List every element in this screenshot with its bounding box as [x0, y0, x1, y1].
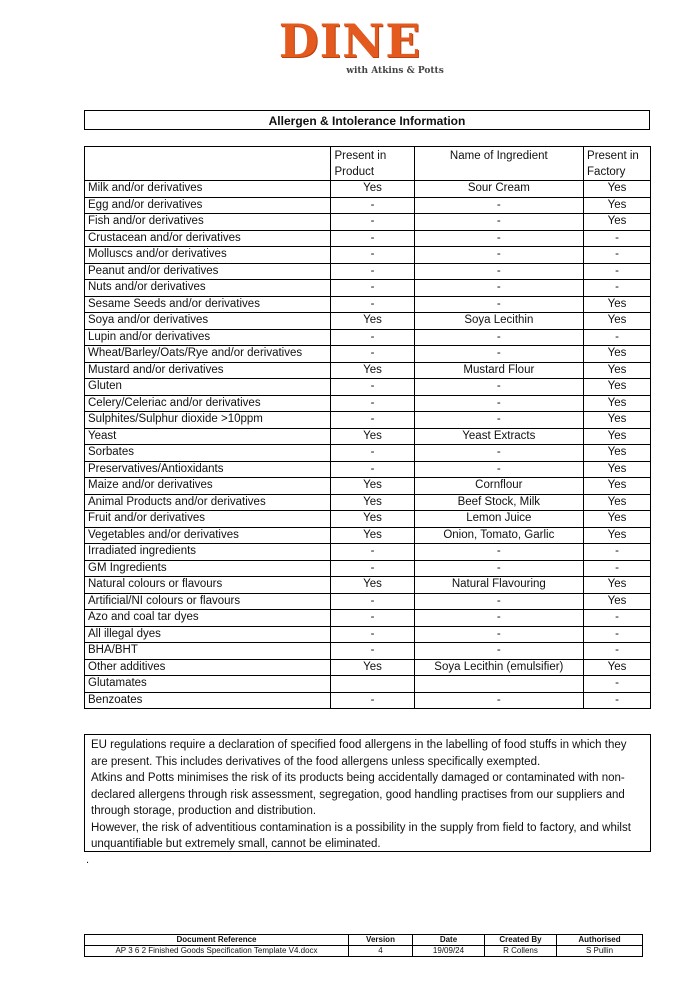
- ingredient-name: -: [414, 445, 583, 462]
- table-row: [85, 428, 651, 445]
- present-in-product: -: [331, 412, 414, 429]
- present-in-factory: -: [584, 263, 651, 280]
- present-in-product: -: [331, 296, 414, 313]
- allergen-name: Mustard and/or derivatives: [85, 362, 331, 379]
- allergen-name: Artificial/NI colours or flavours: [85, 593, 331, 610]
- ingredient-name: Soya Lecithin (emulsifier): [414, 659, 583, 676]
- ingredient-name: -: [414, 197, 583, 214]
- present-in-factory: -: [584, 610, 651, 627]
- footer-header-date: Date: [413, 935, 485, 946]
- present-in-factory: Yes: [584, 527, 651, 544]
- table-row: [85, 494, 651, 511]
- table-row: [85, 247, 651, 264]
- ingredient-name: Yeast Extracts: [414, 428, 583, 445]
- present-in-factory: Yes: [584, 511, 651, 528]
- allergen-name: GM Ingredients: [85, 560, 331, 577]
- allergen-name: Fish and/or derivatives: [85, 214, 331, 231]
- allergen-name: Azo and coal tar dyes: [85, 610, 331, 627]
- present-in-factory: Yes: [584, 577, 651, 594]
- header-present-in-product: Present in Product: [331, 147, 414, 181]
- header-allergen: [85, 147, 331, 181]
- present-in-product: -: [331, 197, 414, 214]
- allergen-name: Preservatives/Antioxidants: [85, 461, 331, 478]
- present-in-factory: Yes: [584, 461, 651, 478]
- ingredient-name: -: [414, 346, 583, 363]
- present-in-product: [331, 676, 414, 693]
- present-in-product: Yes: [331, 362, 414, 379]
- ingredient-name: -: [414, 230, 583, 247]
- allergen-name: Animal Products and/or derivatives: [85, 494, 331, 511]
- ingredient-name: -: [414, 560, 583, 577]
- allergen-name: Irradiated ingredients: [85, 544, 331, 561]
- table-row: [85, 329, 651, 346]
- ingredient-name: [414, 676, 583, 693]
- footer-header-version: Version: [349, 935, 413, 946]
- table-row: [85, 412, 651, 429]
- ingredient-name: -: [414, 214, 583, 231]
- present-in-product: -: [331, 626, 414, 643]
- table-row: [85, 527, 651, 544]
- present-in-product: Yes: [331, 313, 414, 330]
- ingredient-name: Mustard Flour: [414, 362, 583, 379]
- allergen-name: Molluscs and/or derivatives: [85, 247, 331, 264]
- allergen-name: Fruit and/or derivatives: [85, 511, 331, 528]
- footer-date: 19/09/24: [413, 946, 485, 957]
- present-in-product: -: [331, 610, 414, 627]
- note-paragraph: EU regulations require a declaration of specified food allergens in the labelling of food stuffs in which they are present. This includes derivatives of the food allergens unless specifically exempted.: [91, 739, 627, 768]
- table-row: [85, 214, 651, 231]
- present-in-product: -: [331, 692, 414, 709]
- allergen-name: Celery/Celeriac and/or derivatives: [85, 395, 331, 412]
- ingredient-name: -: [414, 461, 583, 478]
- present-in-factory: -: [584, 626, 651, 643]
- table-row: [85, 461, 651, 478]
- allergen-name: Natural colours or flavours: [85, 577, 331, 594]
- present-in-product: -: [331, 445, 414, 462]
- allergen-name: Benzoates: [85, 692, 331, 709]
- table-row: [85, 280, 651, 297]
- present-in-product: -: [331, 379, 414, 396]
- allergen-name: Milk and/or derivatives: [85, 181, 331, 198]
- table-row: [85, 362, 651, 379]
- footer-doc-ref: AP 3 6 2 Finished Goods Specification Template V4.docx: [85, 946, 349, 957]
- present-in-factory: -: [584, 247, 651, 264]
- table-row: [85, 511, 651, 528]
- table-row: [85, 659, 651, 676]
- present-in-factory: Yes: [584, 214, 651, 231]
- allergen-name: Egg and/or derivatives: [85, 197, 331, 214]
- ingredient-name: -: [414, 263, 583, 280]
- ingredient-name: Beef Stock, Milk: [414, 494, 583, 511]
- present-in-factory: Yes: [584, 296, 651, 313]
- table-row: [85, 560, 651, 577]
- table-row: [85, 197, 651, 214]
- allergen-name: Nuts and/or derivatives: [85, 280, 331, 297]
- ingredient-name: -: [414, 395, 583, 412]
- present-in-factory: Yes: [584, 379, 651, 396]
- table-row: [85, 692, 651, 709]
- present-in-product: -: [331, 263, 414, 280]
- present-in-product: Yes: [331, 478, 414, 495]
- stray-mark: .: [86, 854, 90, 866]
- ingredient-name: -: [414, 379, 583, 396]
- ingredient-name: -: [414, 247, 583, 264]
- table-row: [85, 379, 651, 396]
- present-in-product: -: [331, 346, 414, 363]
- footer-header-authorised: Authorised: [557, 935, 643, 946]
- present-in-factory: Yes: [584, 428, 651, 445]
- table-row: [85, 313, 651, 330]
- allergen-name: Soya and/or derivatives: [85, 313, 331, 330]
- present-in-product: -: [331, 395, 414, 412]
- present-in-factory: Yes: [584, 395, 651, 412]
- present-in-product: -: [331, 214, 414, 231]
- header-name-of-ingredient: Name of Ingredient: [414, 147, 583, 181]
- present-in-product: -: [331, 560, 414, 577]
- ingredient-name: -: [414, 544, 583, 561]
- note-paragraph: However, the risk of adventitious contamination is a possibility in the supply from field to factory, and whilst unquantifiable but extremely small, cannot be eliminated.: [91, 821, 631, 850]
- ingredient-name: -: [414, 610, 583, 627]
- footer-value-row: [85, 946, 643, 957]
- ingredient-name: -: [414, 692, 583, 709]
- allergen-name: Gluten: [85, 379, 331, 396]
- ingredient-name: -: [414, 329, 583, 346]
- allergen-name: Other additives: [85, 659, 331, 676]
- logo-tagline: with Atkins & Potts: [346, 66, 444, 76]
- present-in-product: Yes: [331, 577, 414, 594]
- logo-wordmark: DINE: [278, 14, 422, 68]
- present-in-product: -: [331, 329, 414, 346]
- present-in-factory: -: [584, 560, 651, 577]
- note-paragraph: Atkins and Potts minimises the risk of its products being accidentally damaged or contaminated with non-declared allergens through risk assessment, segregation, good handling practises from our suppliers and through storage, production and distribution.: [91, 772, 625, 817]
- allergen-name: Maize and/or derivatives: [85, 478, 331, 495]
- table-header-row: [85, 147, 651, 181]
- allergen-name: Yeast: [85, 428, 331, 445]
- allergen-name: Sorbates: [85, 445, 331, 462]
- present-in-product: -: [331, 643, 414, 660]
- table-row: [85, 346, 651, 363]
- ingredient-name: -: [414, 280, 583, 297]
- present-in-factory: Yes: [584, 478, 651, 495]
- table-row: [85, 181, 651, 198]
- present-in-product: -: [331, 544, 414, 561]
- present-in-product: Yes: [331, 511, 414, 528]
- present-in-factory: Yes: [584, 362, 651, 379]
- present-in-factory: Yes: [584, 593, 651, 610]
- allergen-name: BHA/BHT: [85, 643, 331, 660]
- allergen-table-body: [85, 181, 651, 709]
- allergen-name: Glutamates: [85, 676, 331, 693]
- allergen-name: Peanut and/or derivatives: [85, 263, 331, 280]
- table-row: [85, 610, 651, 627]
- table-row: [85, 626, 651, 643]
- allergen-name: Sulphites/Sulphur dioxide >10ppm: [85, 412, 331, 429]
- present-in-factory: -: [584, 280, 651, 297]
- section-title: Allergen & Intolerance Information: [84, 110, 650, 130]
- table-row: [85, 643, 651, 660]
- allergen-table: [84, 146, 651, 709]
- present-in-factory: Yes: [584, 313, 651, 330]
- ingredient-name: -: [414, 296, 583, 313]
- present-in-factory: -: [584, 676, 651, 693]
- present-in-product: Yes: [331, 527, 414, 544]
- ingredient-name: -: [414, 593, 583, 610]
- allergen-name: Wheat/Barley/Oats/Rye and/or derivatives: [85, 346, 331, 363]
- present-in-product: -: [331, 461, 414, 478]
- table-row: [85, 544, 651, 561]
- ingredient-name: Sour Cream: [414, 181, 583, 198]
- present-in-product: -: [331, 230, 414, 247]
- present-in-product: Yes: [331, 428, 414, 445]
- present-in-product: -: [331, 247, 414, 264]
- present-in-factory: Yes: [584, 346, 651, 363]
- footer-created-by: R Collens: [485, 946, 557, 957]
- table-row: [85, 676, 651, 693]
- table-row: [85, 445, 651, 462]
- present-in-product: -: [331, 593, 414, 610]
- footer-authorised: S Pullin: [557, 946, 643, 957]
- present-in-product: Yes: [331, 181, 414, 198]
- present-in-factory: -: [584, 230, 651, 247]
- present-in-product: Yes: [331, 494, 414, 511]
- footer-header-created-by: Created By: [485, 935, 557, 946]
- allergen-name: Vegetables and/or derivatives: [85, 527, 331, 544]
- table-row: [85, 577, 651, 594]
- present-in-factory: Yes: [584, 412, 651, 429]
- ingredient-name: Lemon Juice: [414, 511, 583, 528]
- allergen-name: Lupin and/or derivatives: [85, 329, 331, 346]
- present-in-product: -: [331, 280, 414, 297]
- footer-header-doc-ref: Document Reference: [85, 935, 349, 946]
- brand-logo: [0, 14, 700, 76]
- present-in-factory: -: [584, 544, 651, 561]
- table-row: [85, 263, 651, 280]
- present-in-factory: Yes: [584, 197, 651, 214]
- ingredient-name: -: [414, 643, 583, 660]
- present-in-factory: -: [584, 643, 651, 660]
- ingredient-name: Cornflour: [414, 478, 583, 495]
- allergen-name: All illegal dyes: [85, 626, 331, 643]
- header-present-in-factory: Present in Factory: [584, 147, 651, 181]
- table-row: [85, 395, 651, 412]
- present-in-product: Yes: [331, 659, 414, 676]
- present-in-factory: Yes: [584, 445, 651, 462]
- table-row: [85, 478, 651, 495]
- footer-header-row: [85, 935, 643, 946]
- footer-version: 4: [349, 946, 413, 957]
- present-in-factory: Yes: [584, 659, 651, 676]
- present-in-factory: -: [584, 329, 651, 346]
- present-in-factory: -: [584, 692, 651, 709]
- table-row: [85, 230, 651, 247]
- ingredient-name: Onion, Tomato, Garlic: [414, 527, 583, 544]
- table-row: [85, 593, 651, 610]
- ingredient-name: Soya Lecithin: [414, 313, 583, 330]
- allergen-name: Crustacean and/or derivatives: [85, 230, 331, 247]
- present-in-factory: Yes: [584, 181, 651, 198]
- ingredient-name: -: [414, 626, 583, 643]
- allergen-name: Sesame Seeds and/or derivatives: [85, 296, 331, 313]
- ingredient-name: Natural Flavouring: [414, 577, 583, 594]
- document-footer: [84, 934, 643, 957]
- table-row: [85, 296, 651, 313]
- regulation-notes: [84, 734, 651, 852]
- ingredient-name: -: [414, 412, 583, 429]
- present-in-factory: Yes: [584, 494, 651, 511]
